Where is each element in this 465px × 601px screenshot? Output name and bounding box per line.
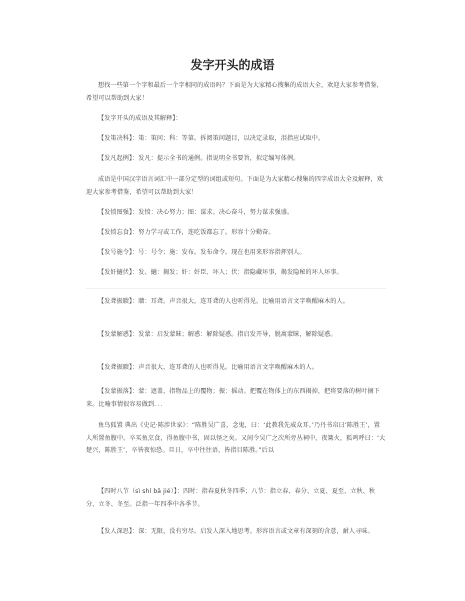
page-title: 发字开头的成语	[190, 58, 275, 72]
entry-fa-long-zhen-kui: 【发聋振聩】：聩：耳聋。声音很大，连耳聋的人也听得见。比喻用语言文字唤醒麻木的人。	[98, 298, 349, 305]
entry-fa-meng-zhen-luo: 【发蒙振落】：蒙：遮盖，指物品上的覆物；振：摇动。把覆在物体上的东西揭掉，把将要落的树叶摘下来。比喻事情很容易做到．．．	[86, 388, 380, 408]
entry-fa-fen-wang-shi: 【发愤忘食】：努力学习或工作，连吃饭都忘了。形容十分勤奋。	[98, 229, 275, 236]
entry-fa-ren-shen-si: 【发人深思】：深：无限，没有穷尽。启发人深入地思考。形容语言或文章有深刻的含意，耐人寻味。	[98, 528, 374, 535]
intro-paragraph-2: 成语是中国汉字语言词汇中一部分定型的词组或短句。下面是为大家精心搜集的四字成语大全及解释，欢迎大家参考借鉴，希望可以帮助到大家！	[86, 176, 383, 196]
entry-fa-jian-ti-fu: 【发奸擿伏】：发、擿：揭发；奸：奸臣、坏人；伏：指隐藏坏事，揭发隐秘的坏人坏事。	[98, 269, 343, 276]
entry-fa-fen-tu-qiang: 【发愤图强】：发愤：决心努力；图：谋求。决心奋斗，努力谋求强盛。	[98, 209, 294, 216]
entry-fa-fan-qi-li: 【发凡起例】：发凡：提示全书的通例。指说明全书要旨，拟定编写体例。	[98, 155, 300, 162]
entry-fa-ce-jue-ke: 【发策决科】：策：策问；科：等第。拆阅策问题目，以决定录取，泪指应试取中。	[98, 135, 325, 142]
divider	[86, 288, 386, 289]
section-heading: 【发字开头的成语及其解释】：	[98, 115, 182, 122]
entry-fa-meng-jie-huo: 【发蒙解惑】：发蒙：启发蒙昧；解惑：解除疑惑。指启发开导，脱离蒙昧，解除疑惑。	[98, 331, 337, 338]
entry-fa-hao-shi-ling: 【发号施令】：号：号令；施：发布。发布命令。现在也用来形容指挥别人。	[98, 249, 306, 256]
intro-paragraph: 想找一些第一个字和最后一个字相同的成语吗？下面是为大家精心搜集的成语大全，欢迎大家参考借鉴，希望可以帮助到大家！	[86, 82, 383, 102]
entry-fa-long-zhen-kui-2: 【发聋振聩】：声音很大，连耳聋的人也听得见。比喻用语言文字唤醒麻木的人。	[98, 364, 318, 371]
entry-yu-niao-hu-zhi: 鱼鸟狐置 典出《史记·陈涉世家》：“陈胜吴广喜，念鬼，曰：‘此教我先威众耳。’乃丹书帛曰‘陈胜王’，置人所置鱼腹中。卒买鱼烹食，得鱼腹中书，固以怪之矣。又间令吴广之次所旁丛祠中，夜篝火，狐鸣呼曰：‘大楚兴，陈胜王’，卒皆夜惊恐。旦日，卒中往往语，皆指目陈胜。”后以	[86, 422, 386, 455]
entry-si-shi-ba-jie: 【四时八节（sì shí bā jié）】：四时：指春夏秋冬四季；八节：指立春、春分、立夏、夏至、立秋、秋分、立冬、冬至。泛指一年四季中各季节。	[86, 488, 376, 508]
